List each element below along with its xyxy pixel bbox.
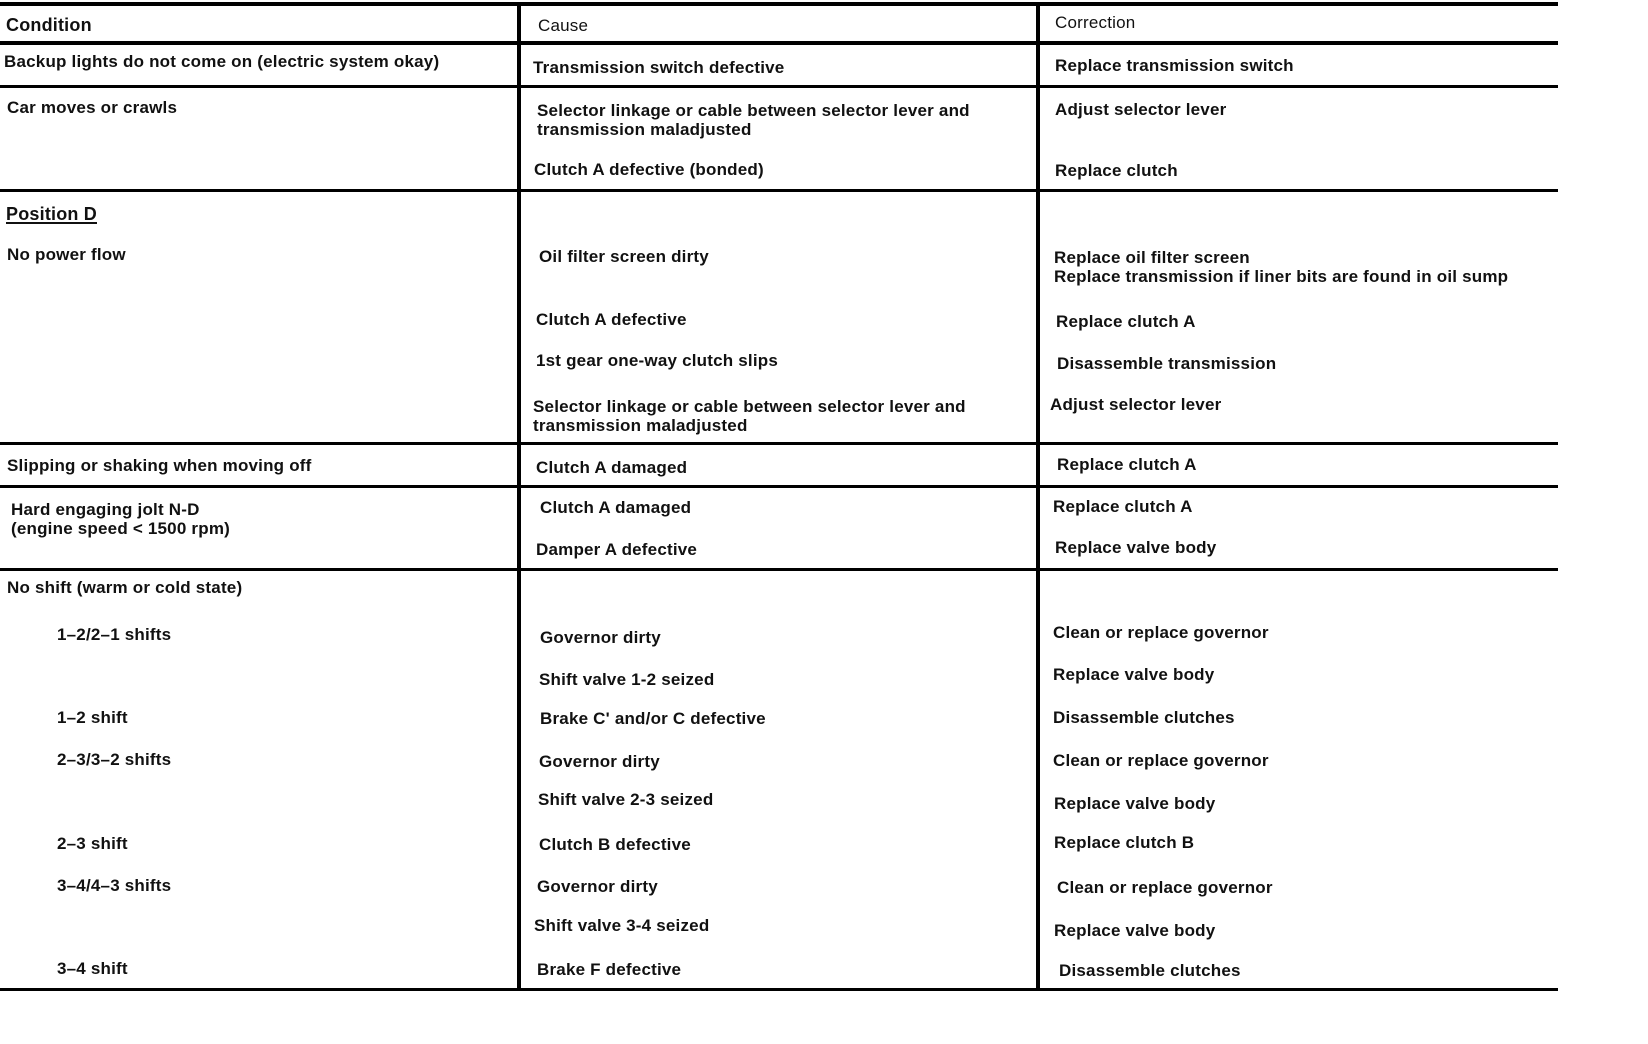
bottom-rule (0, 988, 1558, 991)
cause-cell: Clutch A defective (bonded) (534, 160, 764, 179)
row-rule (0, 442, 1558, 445)
correction-cell: Replace clutch A (1056, 312, 1196, 331)
correction-cell: Replace valve body (1054, 921, 1216, 940)
condition-cell: Backup lights do not come on (electric system okay) (4, 52, 440, 71)
correction-cell: Replace clutch A (1053, 497, 1193, 516)
shift-label: 3–4 shift (57, 959, 128, 978)
shift-label: 1–2 shift (57, 708, 128, 727)
section-heading: Position D (6, 204, 97, 224)
cause-cell: Shift valve 3-4 seized (534, 916, 710, 935)
row-rule (0, 568, 1558, 571)
cause-cell: Shift valve 1-2 seized (539, 670, 715, 689)
cause-cell: Damper A defective (536, 540, 698, 559)
correction-cell: Clean or replace governor (1053, 623, 1269, 642)
column-divider-1 (517, 4, 521, 990)
cause-cell: 1st gear one-way clutch slips (536, 351, 778, 370)
cause-cell: Clutch A defective (536, 310, 687, 329)
cause-cell: Shift valve 2-3 seized (538, 790, 714, 809)
header-condition: Condition (6, 15, 92, 35)
cause-cell: Selector linkage or cable between selector lever and (537, 101, 970, 120)
correction-cell: Replace valve body (1054, 794, 1216, 813)
cause-cell: Brake C' and/or C defective (540, 709, 766, 728)
correction-cell: Clean or replace governor (1057, 878, 1273, 897)
condition-cell: (engine speed < 1500 rpm) (11, 519, 230, 538)
row-rule (0, 485, 1558, 488)
cause-cell: Brake F defective (537, 960, 682, 979)
cause-cell: transmission maladjusted (533, 416, 748, 435)
header-rule (0, 41, 1558, 45)
correction-cell: Disassemble clutches (1053, 708, 1235, 727)
top-rule (0, 2, 1558, 6)
cause-cell: Clutch B defective (539, 835, 691, 854)
row-rule (0, 189, 1558, 192)
cause-cell: Governor dirty (537, 877, 658, 896)
correction-cell: Replace valve body (1053, 665, 1215, 684)
row-rule (0, 85, 1558, 88)
correction-cell: Replace transmission switch (1055, 56, 1294, 75)
condition-cell: Slipping or shaking when moving off (7, 456, 312, 475)
cause-cell: transmission maladjusted (537, 120, 752, 139)
shift-label: 2–3 shift (57, 834, 128, 853)
correction-cell: Replace clutch B (1054, 833, 1195, 852)
cause-cell: Selector linkage or cable between selector lever and (533, 397, 966, 416)
correction-cell: Adjust selector lever (1050, 395, 1222, 414)
correction-cell: Adjust selector lever (1055, 100, 1227, 119)
cause-cell: Oil filter screen dirty (539, 247, 709, 266)
condition-cell: No power flow (7, 245, 126, 264)
correction-cell: Replace clutch (1055, 161, 1178, 180)
cause-cell: Transmission switch defective (533, 58, 785, 77)
correction-cell: Disassemble transmission (1057, 354, 1277, 373)
correction-cell: Replace oil filter screen (1054, 248, 1250, 267)
correction-cell: Disassemble clutches (1059, 961, 1241, 980)
column-divider-2 (1036, 4, 1040, 990)
cause-cell: Clutch A damaged (536, 458, 688, 477)
correction-cell: Replace transmission if liner bits are found in oil sump (1054, 267, 1509, 286)
cause-cell: Governor dirty (540, 628, 661, 647)
condition-cell: Car moves or crawls (7, 98, 178, 117)
shift-label: 2–3/3–2 shifts (57, 750, 172, 769)
correction-cell: Clean or replace governor (1053, 751, 1269, 770)
condition-cell: No shift (warm or cold state) (7, 578, 243, 597)
correction-cell: Replace clutch A (1057, 455, 1197, 474)
cause-cell: Clutch A damaged (540, 498, 692, 517)
correction-cell: Replace valve body (1055, 538, 1217, 557)
header-correction: Correction (1055, 13, 1136, 32)
condition-cell: Hard engaging jolt N-D (11, 500, 200, 519)
header-cause: Cause (538, 16, 589, 35)
shift-label: 1–2/2–1 shifts (57, 625, 172, 644)
cause-cell: Governor dirty (539, 752, 660, 771)
shift-label: 3–4/4–3 shifts (57, 876, 172, 895)
